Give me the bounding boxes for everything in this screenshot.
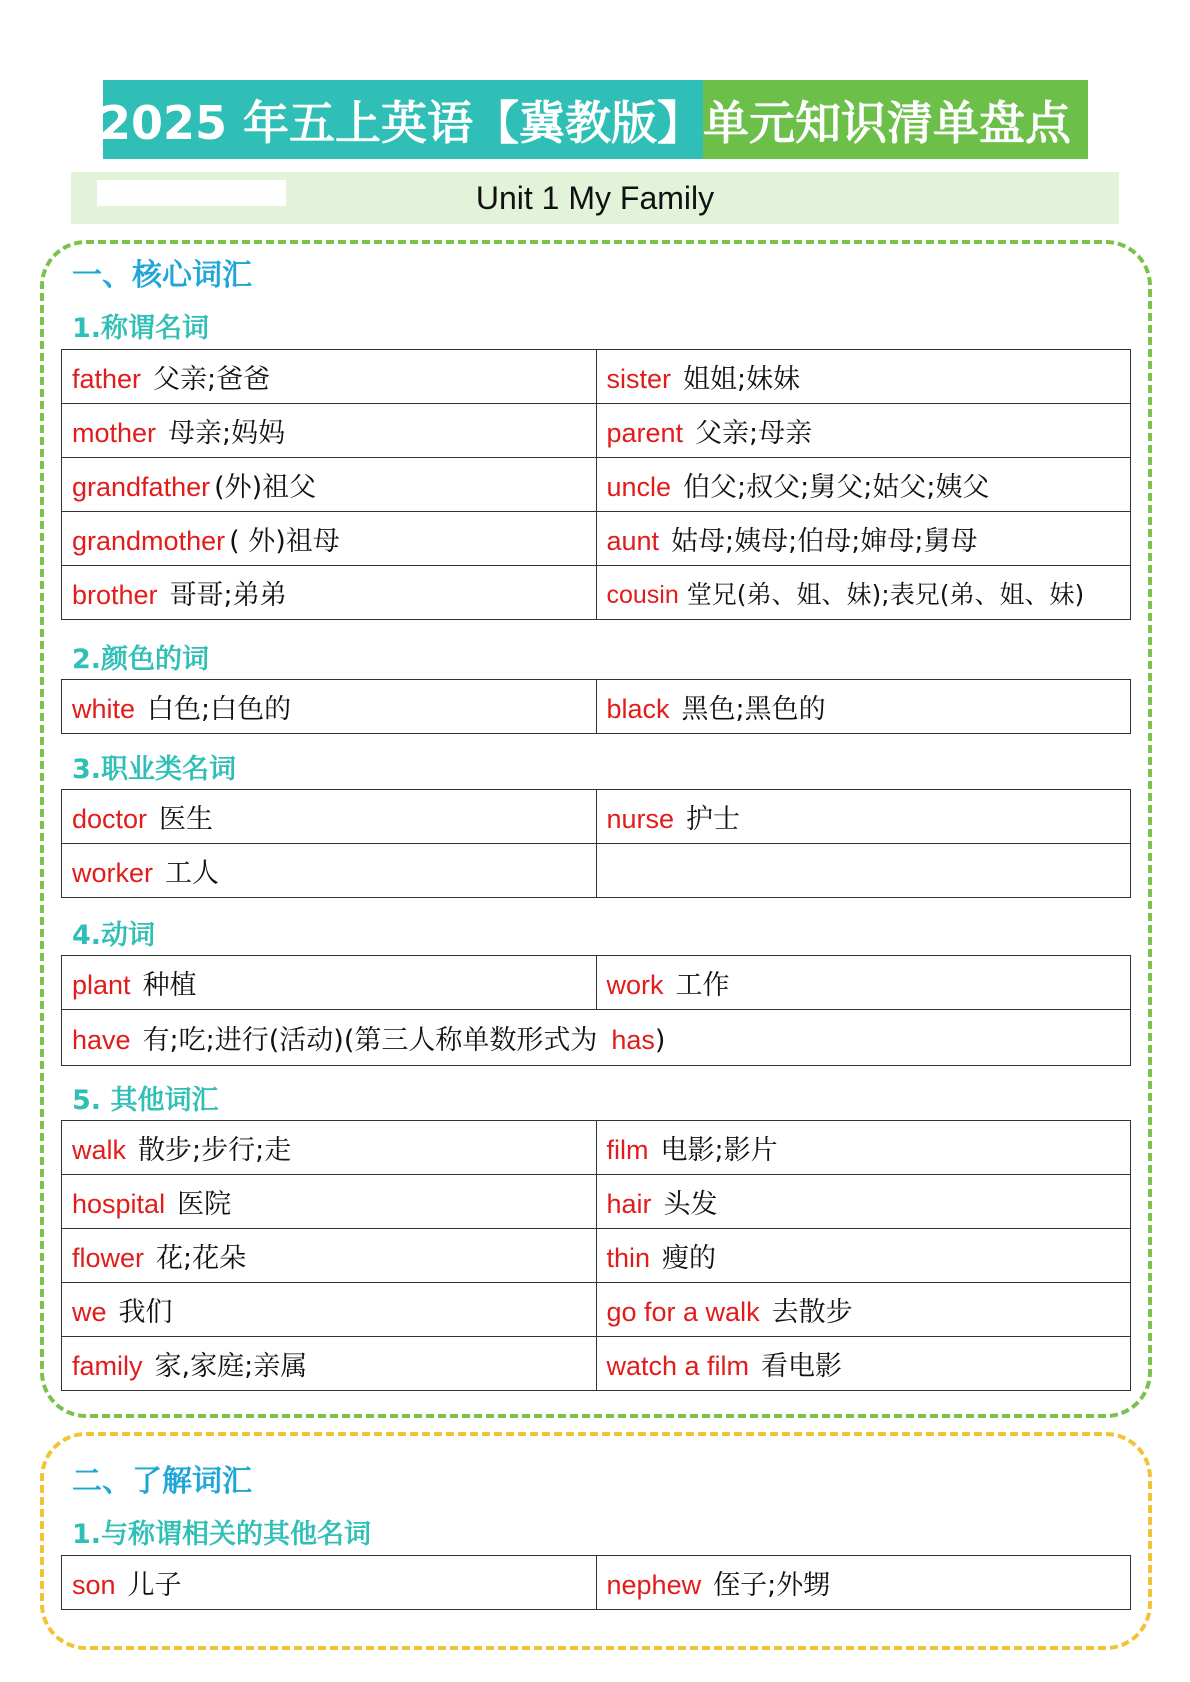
english-word: doctor: [72, 804, 148, 834]
vocab-cell: [62, 566, 597, 620]
english-word: grandfather: [72, 472, 211, 502]
english-word: black: [606, 694, 670, 724]
table-row: [62, 1121, 1131, 1175]
vocab-cell: [596, 458, 1131, 512]
chinese-meaning: 家,家庭;亲属: [154, 1351, 308, 1382]
table-row: [62, 680, 1131, 734]
vocab-cell: [596, 1283, 1131, 1337]
chinese-meaning: 侄子;外甥: [713, 1570, 831, 1601]
table-row: [62, 458, 1131, 512]
chinese-meaning: 头发: [663, 1189, 718, 1220]
table-row: [62, 790, 1131, 844]
group-heading: 2.颜色的词: [72, 644, 210, 675]
english-word: we: [72, 1297, 107, 1327]
group-heading: 4.动词: [72, 920, 156, 951]
chinese-meaning: 白色;白色的: [147, 694, 292, 725]
chinese-meaning: 种植: [142, 970, 197, 1001]
table-row: [62, 566, 1131, 620]
chinese-meaning: 电影;影片: [660, 1135, 778, 1166]
english-word: son: [72, 1570, 116, 1600]
english-word: brother: [72, 580, 158, 610]
vocab-cell: [62, 680, 597, 734]
english-word: father: [72, 364, 142, 394]
chinese-meaning: 姐姐;妹妹: [683, 364, 801, 395]
english-word: worker: [72, 858, 154, 888]
vocab-table: [61, 955, 1131, 1066]
vocab-cell: [62, 512, 597, 566]
chinese-meaning: 去散步: [771, 1297, 853, 1328]
chinese-meaning: 父亲;爸爸: [153, 364, 271, 395]
vocab-cell: [596, 512, 1131, 566]
chinese-meaning: 瘦的: [662, 1243, 717, 1274]
vocab-cell: [62, 1229, 597, 1283]
english-word: have: [72, 1025, 131, 1055]
group-heading: 1.与称谓相关的其他名词: [72, 1519, 372, 1550]
vocab-cell: [596, 1337, 1131, 1391]
chinese-meaning: 工作: [675, 970, 730, 1001]
table-row: [62, 512, 1131, 566]
english-word: sister: [606, 364, 672, 394]
english-word: nurse: [606, 804, 675, 834]
vocab-cell: [62, 1337, 597, 1391]
chinese-meaning: 医生: [159, 804, 214, 835]
chinese-meaning: 哥哥;弟弟: [169, 580, 287, 611]
vocab-table: [61, 1120, 1131, 1391]
english-word: white: [72, 694, 136, 724]
chinese-meaning: 医院: [177, 1189, 232, 1220]
vocab-cell: [62, 1556, 597, 1610]
unit-title: Unit 1 My Family: [475, 179, 715, 216]
english-word: hospital: [72, 1189, 166, 1219]
group-heading: 1.称谓名词: [72, 313, 210, 344]
vocab-cell: [62, 956, 597, 1010]
vocab-cell: [62, 350, 597, 404]
english-word: aunt: [606, 526, 660, 556]
vocab-cell-wide: [62, 1010, 1131, 1066]
vocab-table: [61, 349, 1131, 620]
vocab-cell: [62, 458, 597, 512]
chinese-meaning: 儿子: [127, 1570, 182, 1601]
vocab-cell: [596, 790, 1131, 844]
chinese-meaning: (外)祖父: [214, 472, 317, 503]
chinese-meaning: 父亲;母亲: [695, 418, 813, 449]
group-heading: 5. 其他词汇: [72, 1085, 219, 1116]
english-word: family: [72, 1351, 143, 1381]
english-word: thin: [606, 1243, 651, 1273]
table-row: [62, 1175, 1131, 1229]
english-word: work: [606, 970, 664, 1000]
table-row: [62, 1283, 1131, 1337]
chinese-meaning: 我们: [118, 1297, 173, 1328]
vocab-cell: [596, 1556, 1131, 1610]
vocab-cell: [596, 350, 1131, 404]
table-row: [62, 956, 1131, 1010]
chinese-meaning: 姑母;姨母;伯母;婶母;舅母: [671, 526, 978, 557]
table-row: [62, 844, 1131, 898]
chinese-meaning: 散步;步行;走: [138, 1135, 292, 1166]
english-word: hair: [606, 1189, 652, 1219]
section-heading: 一、核心词汇: [72, 258, 252, 293]
english-word: grandmother: [72, 526, 226, 556]
english-word: uncle: [606, 472, 672, 502]
english-word: cousin: [606, 580, 679, 609]
vocab-cell: [62, 1121, 597, 1175]
chinese-meaning: 工人: [165, 858, 220, 889]
vocab-cell: [596, 680, 1131, 734]
title-right: 单元知识清单盘点: [703, 80, 1088, 159]
title-banner: [98, 80, 1088, 159]
chinese-meaning: 黑色;黑色的: [681, 694, 826, 725]
table-row: [62, 350, 1131, 404]
chinese-meaning: 花;花朵: [156, 1243, 247, 1274]
chinese-meaning: 护士: [686, 804, 741, 835]
closing-paren: ): [654, 1025, 666, 1056]
english-word: parent: [606, 418, 684, 448]
vocab-cell: [596, 404, 1131, 458]
vocab-cell: [62, 844, 597, 898]
vocab-cell: [596, 1175, 1131, 1229]
english-word: mother: [72, 418, 157, 448]
vocab-table: [61, 679, 1131, 734]
vocab-cell: [596, 1229, 1131, 1283]
group-heading: 3.职业类名词: [72, 754, 237, 785]
vocab-table: [61, 789, 1131, 898]
vocab-cell: [596, 1121, 1131, 1175]
english-word: nephew: [606, 1570, 702, 1600]
section-heading: 二、了解词汇: [72, 1464, 252, 1499]
vocab-table: [61, 1555, 1131, 1610]
english-word: go for a walk: [606, 1297, 760, 1327]
vocab-cell: [62, 790, 597, 844]
empty-cell: [596, 844, 1131, 898]
chinese-meaning: ( 外)祖母: [229, 526, 340, 557]
vocab-cell: [62, 404, 597, 458]
english-word: has: [611, 1025, 655, 1055]
title-left: 2025 年五上英语【冀教版】: [103, 80, 703, 159]
english-word: flower: [72, 1243, 145, 1273]
table-row: [62, 1229, 1131, 1283]
english-word: watch a film: [606, 1351, 750, 1381]
unit-bar: [71, 172, 1119, 224]
vocab-cell: [62, 1175, 597, 1229]
chinese-meaning: 伯父;叔父;舅父;姑父;姨父: [683, 472, 990, 503]
chinese-meaning: 有;吃;进行(活动)(第三人称单数形式为: [142, 1025, 598, 1056]
chinese-meaning: 母亲;妈妈: [168, 418, 286, 449]
table-row: [62, 1556, 1131, 1610]
table-row: [62, 1010, 1131, 1066]
vocab-cell: [596, 566, 1131, 620]
chinese-meaning: 看电影: [761, 1351, 843, 1382]
chinese-meaning: 堂兄(弟、姐、妹);表兄(弟、姐、妹): [686, 579, 1085, 609]
vocab-cell: [596, 956, 1131, 1010]
english-word: plant: [72, 970, 131, 1000]
table-row: [62, 1337, 1131, 1391]
english-word: film: [606, 1135, 649, 1165]
english-word: walk: [72, 1135, 127, 1165]
vocab-cell: [62, 1283, 597, 1337]
table-row: [62, 404, 1131, 458]
